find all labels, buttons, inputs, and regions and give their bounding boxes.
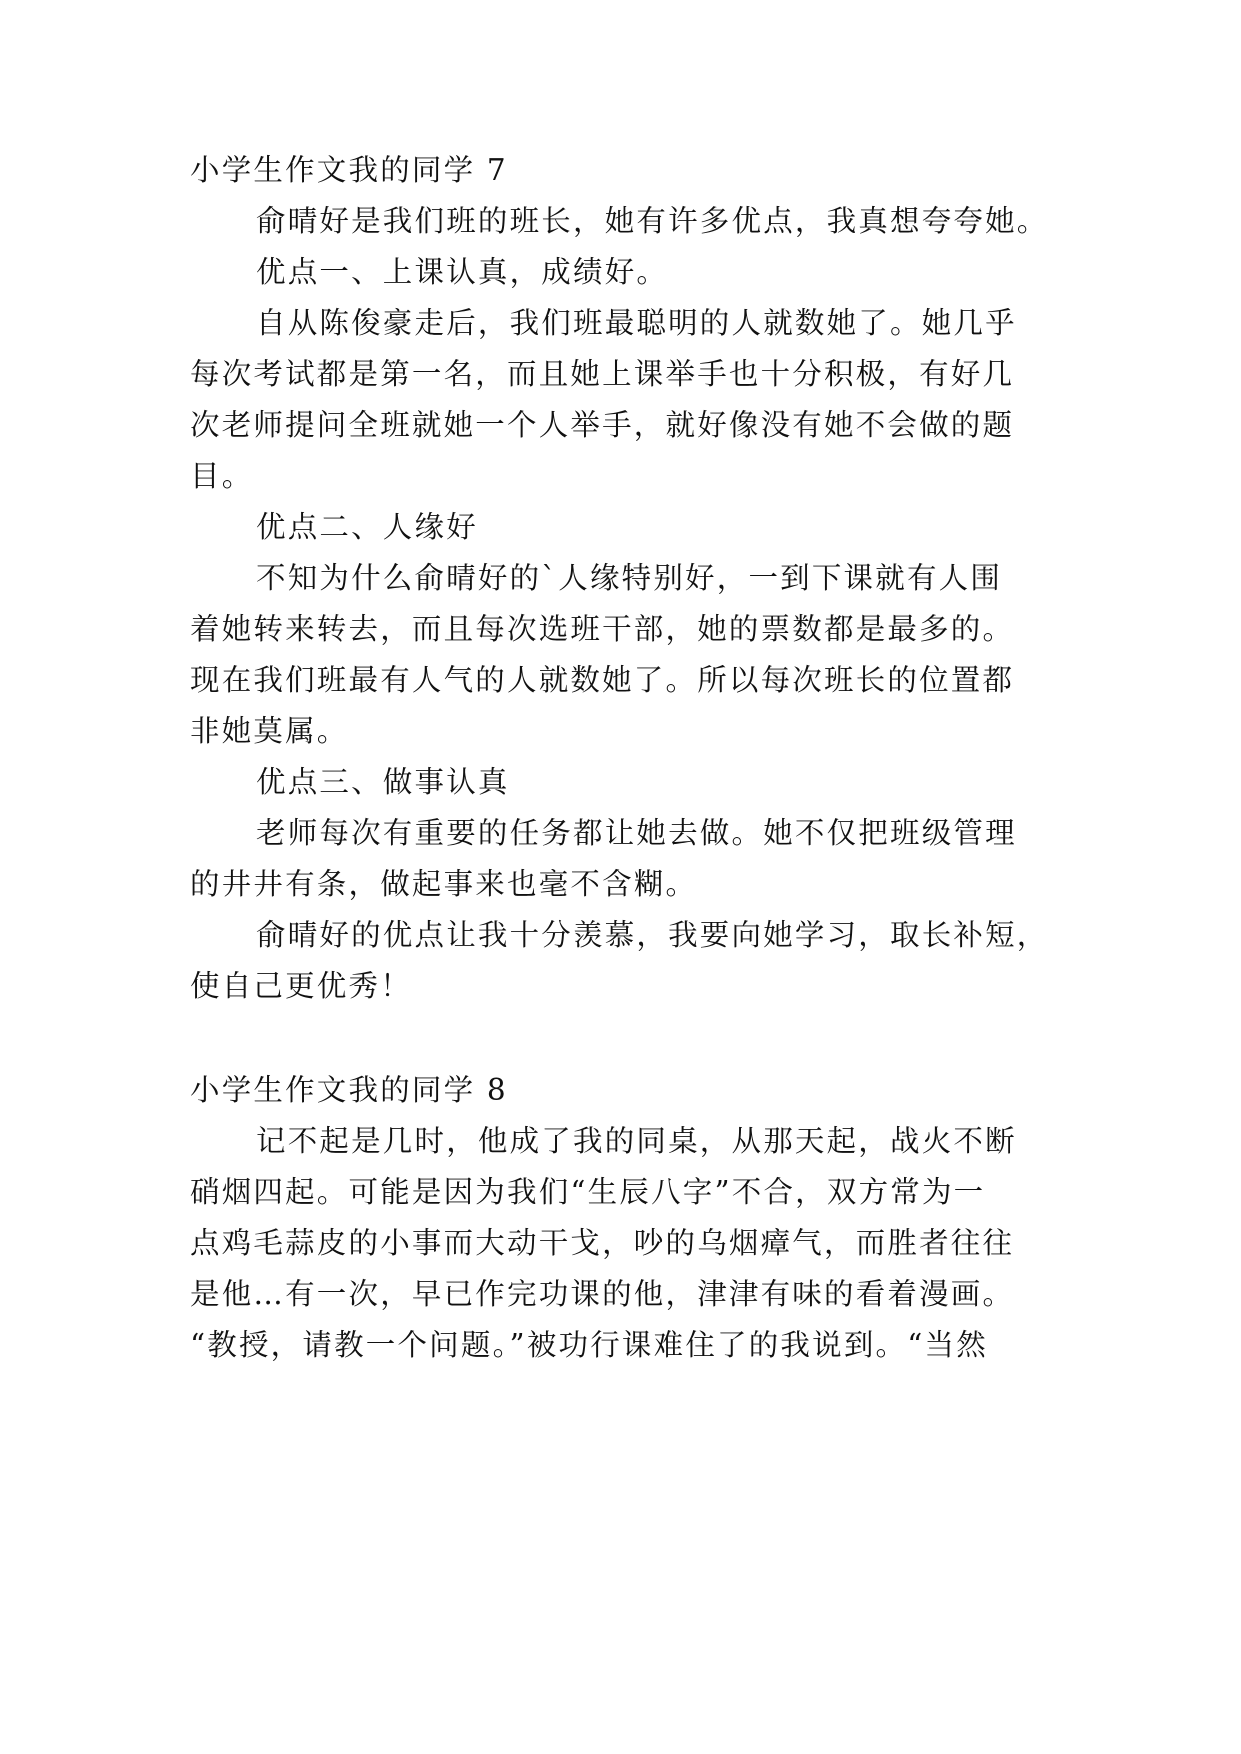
- essay-7-line: 现在我们班最有人气的人就数她了。所以每次班长的位置都: [190, 663, 1015, 697]
- essay-7-line: 俞晴好的优点让我十分羡慕，我要向她学习，取长补短，: [256, 918, 1049, 952]
- essay-7-line: 优点二、人缘好: [256, 510, 478, 544]
- essay-7-line: 自从陈俊豪走后，我们班最聪明的人就数她了。她几乎: [256, 306, 1017, 340]
- essay-7-line: 不知为什么俞晴好的`人缘特别好，一到下课就有人围: [256, 561, 1003, 595]
- essay-8-line: 硝烟四起。可能是因为我们“生辰八字”不合，双方常为一: [190, 1175, 986, 1209]
- essay-8-line: “教授，请教一个问题。”被功行课难住了的我说到。“当然: [190, 1328, 988, 1362]
- essay-7-line: 优点三、做事认真: [256, 765, 510, 799]
- essay-7-line: 非她莫属。: [190, 714, 349, 748]
- essay-7-line: 每次考试都是第一名，而且她上课举手也十分积极，有好几: [190, 357, 1015, 391]
- essay-7-line: 使自己更优秀！: [190, 969, 412, 1003]
- essay-7-line: 的井井有条，做起事来也毫不含糊。: [190, 867, 698, 901]
- essay-7-line: 目。: [190, 459, 254, 493]
- essay-8-line: 记不起是几时，他成了我的同桌，从那天起，战火不断: [256, 1124, 1017, 1158]
- essay-8-line: 是他…有一次，早已作完功课的他，津津有味的看着漫画。: [190, 1277, 1015, 1311]
- essay-7-line: 老师每次有重要的任务都让她去做。她不仅把班级管理: [256, 816, 1017, 850]
- essay-7-line: 俞晴好是我们班的班长，她有许多优点，我真想夸夸她。: [256, 204, 1049, 238]
- essay-7-line: 次老师提问全班就她一个人举手，就好像没有她不会做的题: [190, 408, 1015, 442]
- essay-7-line: 着她转来转去，而且每次选班干部，她的票数都是最多的。: [190, 612, 1015, 646]
- essay-8-line: 点鸡毛蒜皮的小事而大动干戈，吵的乌烟瘴气，而胜者往往: [190, 1226, 1015, 1260]
- essay-7-title: 小学生作文我的同学 7: [190, 153, 508, 187]
- essay-8-title: 小学生作文我的同学 8: [190, 1073, 508, 1107]
- essay-7-line: 优点一、上课认真，成绩好。: [256, 255, 669, 289]
